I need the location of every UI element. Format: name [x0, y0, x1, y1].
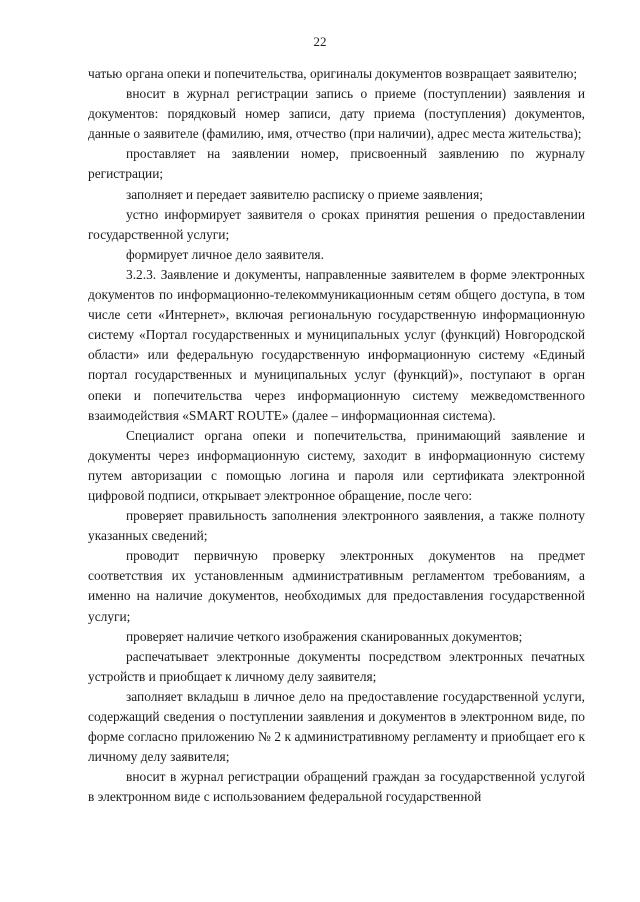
paragraph: вносит в журнал регистрации обращений граждан за государственной услугой в электронном виде с использованием федеральной государственной [88, 769, 585, 805]
paragraph: формирует личное дело заявителя. [126, 246, 324, 262]
paragraph: проверяет наличие четкого изображения сканированных документов; [126, 628, 523, 644]
paragraph: проверяет правильность заполнения электронного заявления, а также полноту указанных сведений; [88, 508, 585, 544]
paragraph: вносит в журнал регистрации запись о приеме (поступлении) заявления и документов: порядковый номер записи, дату приема (поступления) документов, данные о заявителе (фамилию, имя, отчество (при наличии), адрес места жительства); [88, 86, 585, 142]
paragraph: проводит первичную проверку электронных документов на предмет соответствия их установленным административным регламентом требованиям, а именно на наличие документов, необходимых для предоставления государственной услуги; [88, 548, 585, 624]
page-number: 22 [313, 34, 327, 49]
paragraph: распечатывает электронные документы посредством электронных печатных устройств и приобщает к личному делу заявителя; [88, 648, 585, 684]
document-body [88, 64, 585, 807]
paragraph: проставляет на заявлении номер, присвоенный заявлению по журналу регистрации; [88, 146, 585, 182]
paragraph: заполняет и передает заявителю расписку о приеме заявления; [126, 186, 483, 202]
paragraph: заполняет вкладыш в личное дело на предоставление государственной услуги, содержащий сведения о поступлении заявления и документов в электронном виде, по форме согласно приложению № 2 к административному регламенту и приобщает его к личному делу заявителя; [88, 688, 585, 765]
paragraph: Специалист органа опеки и попечительства, принимающий заявление и документы через информационную систему, заходит в информационную систему путем авторизации с помощью логина и пароля или сертификата электронной цифровой подписи, открывает электронное обращение, после чего: [88, 427, 585, 503]
paragraph: устно информирует заявителя о сроках принятия решения о предоставлении государственной услуги; [88, 206, 585, 242]
paragraph-section-3-2-3: 3.2.3. Заявление и документы, направленные заявителем в форме электронных документов по информационно-телекоммуникационным сетям общего доступа, в том числе сети «Интернет», включая региональную государственную информационную систему «Портал государственных и муниципальных услуг (функций) Новгородской области» или федеральную государственную информационную систему «Единый портал государственных и муниципальных услуг (функций)», поступают в орган опеки и попечительства через информационную систему межведомственного взаимодействия «SMART ROUTE» (далее – информационная система). [88, 266, 585, 423]
paragraph-continuation: чатью органа опеки и попечительства, оригиналы документов возвращает заявителю; [88, 66, 578, 81]
